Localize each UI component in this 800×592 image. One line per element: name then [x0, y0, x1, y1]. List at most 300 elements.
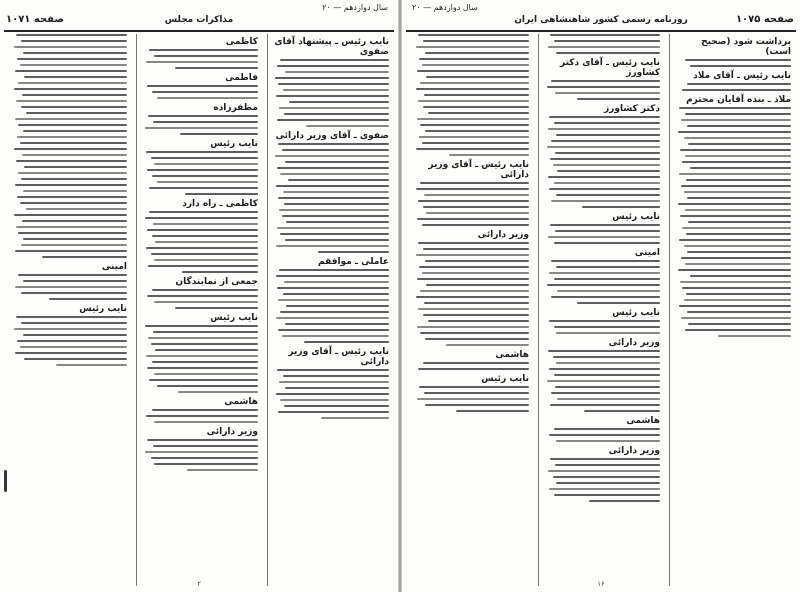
text-line	[148, 115, 258, 117]
text-line	[149, 211, 258, 213]
text-line	[282, 335, 389, 337]
text-line	[423, 206, 529, 208]
text-block	[673, 83, 791, 91]
text-line	[152, 361, 258, 363]
right-page-columns	[408, 34, 794, 586]
left-page-number: صفحه ۱۰۷۱	[6, 14, 65, 25]
text-line	[18, 124, 127, 126]
text-line	[554, 182, 660, 184]
text-line	[577, 98, 660, 100]
text-block	[411, 182, 529, 226]
text-line	[682, 89, 791, 91]
text-line	[151, 253, 258, 255]
text-block	[542, 428, 660, 442]
text-line	[682, 287, 791, 289]
text-line	[681, 317, 791, 319]
text-line	[276, 185, 389, 187]
text-line	[276, 245, 389, 247]
text-line	[424, 94, 529, 96]
speaker-heading: کاظمی ـ راه دارد	[182, 199, 258, 209]
text-line	[23, 130, 127, 132]
text-block	[411, 386, 529, 412]
scan-mark	[4, 470, 7, 492]
text-block	[140, 409, 258, 423]
text-line	[149, 49, 258, 51]
text-line	[557, 398, 660, 400]
text-line	[23, 52, 127, 54]
speaker-heading: نایب رئیس	[612, 212, 660, 222]
text-line	[551, 392, 660, 394]
speaker-heading: نایب رئیس ـ آقای وزیر دارائی	[288, 347, 389, 367]
text-line	[681, 257, 791, 259]
text-line	[551, 140, 660, 142]
speaker-heading: نایب رئیس	[210, 139, 258, 149]
text-line	[285, 71, 389, 73]
text-line	[556, 332, 660, 334]
text-line	[687, 197, 791, 199]
text-line	[688, 143, 791, 145]
text-line	[418, 242, 529, 244]
text-line	[23, 190, 127, 192]
text-line	[420, 332, 529, 334]
text-line	[548, 350, 660, 352]
text-line	[147, 169, 258, 171]
text-line	[321, 417, 389, 419]
text-line	[547, 86, 660, 88]
text-line	[153, 223, 258, 225]
text-line	[687, 125, 791, 127]
text-line	[187, 469, 258, 471]
text-line	[286, 305, 389, 307]
text-line	[682, 161, 791, 163]
text-line	[149, 187, 258, 189]
text-line	[685, 263, 791, 265]
text-line	[146, 355, 258, 357]
text-line	[289, 101, 389, 103]
text-line	[276, 317, 389, 319]
speaker-heading: برداشت شود (صحیح است)	[701, 37, 791, 57]
text-block	[140, 325, 258, 393]
text-line	[22, 154, 127, 156]
text-line	[157, 97, 258, 99]
text-line	[278, 83, 389, 85]
text-line	[22, 94, 127, 96]
text-line	[555, 92, 660, 94]
speaker-heading: جمعی از نمایندگان	[175, 277, 258, 287]
text-line	[15, 286, 127, 288]
text-line	[678, 269, 791, 271]
text-line	[16, 34, 127, 36]
text-line	[152, 91, 258, 93]
text-line	[151, 457, 258, 459]
text-line	[687, 311, 791, 313]
text-line	[283, 191, 389, 193]
text-line	[23, 280, 127, 282]
text-block	[411, 242, 529, 346]
text-line	[145, 325, 258, 327]
text-block	[542, 224, 660, 244]
text-line	[42, 256, 127, 258]
text-line	[284, 281, 389, 283]
text-line	[679, 239, 791, 241]
text-line	[21, 244, 127, 246]
text-line	[554, 374, 660, 376]
text-line	[18, 232, 127, 234]
text-line	[14, 328, 127, 330]
text-line	[152, 289, 258, 291]
text-line	[554, 122, 660, 124]
text-line	[549, 488, 660, 490]
text-line	[553, 476, 660, 478]
text-block	[411, 34, 529, 156]
text-block	[271, 143, 389, 253]
text-line	[154, 163, 258, 165]
text-line	[180, 133, 258, 135]
text-line	[148, 265, 258, 267]
text-line	[416, 296, 529, 298]
text-line	[422, 224, 529, 226]
text-line	[153, 121, 258, 123]
text-line	[26, 112, 127, 114]
text-line	[556, 362, 660, 364]
text-line	[147, 367, 258, 369]
text-line	[154, 421, 258, 423]
text-line	[282, 149, 389, 151]
text-line	[20, 346, 127, 348]
text-line	[145, 217, 258, 219]
text-line	[178, 391, 258, 393]
text-line	[423, 362, 529, 364]
speaker-heading: هاشمی	[224, 397, 258, 407]
text-line	[549, 368, 660, 370]
text-line	[418, 34, 529, 36]
text-line	[554, 326, 660, 328]
text-line	[690, 167, 791, 169]
text-line	[556, 194, 660, 196]
text-line	[425, 404, 529, 406]
text-line	[17, 136, 127, 138]
text-line	[24, 358, 127, 360]
text-line	[283, 293, 389, 295]
text-block	[542, 260, 660, 304]
text-line	[285, 323, 389, 325]
text-line	[304, 341, 389, 343]
text-line	[549, 188, 660, 190]
text-line	[555, 464, 660, 466]
text-line	[175, 67, 258, 69]
text-line	[279, 209, 389, 211]
text-line	[14, 214, 127, 216]
text-line	[419, 386, 529, 388]
text-line	[284, 405, 389, 407]
text-line	[14, 148, 127, 150]
text-line	[582, 206, 660, 208]
text-line	[549, 272, 660, 274]
speaker-heading: هاشمی	[626, 416, 660, 426]
text-line	[551, 80, 660, 82]
text-line	[550, 34, 660, 36]
text-line	[15, 70, 127, 72]
text-line	[20, 64, 127, 66]
text-line	[152, 235, 258, 237]
text-line	[547, 380, 660, 382]
text-line	[20, 142, 127, 144]
text-line	[553, 164, 660, 166]
left-page	[0, 0, 398, 592]
text-line	[417, 326, 529, 328]
text-block	[411, 362, 529, 370]
speaker-heading: وزیر دارائی	[477, 230, 529, 240]
right-page-number: صفحه ۱۰۷۵	[735, 14, 794, 25]
speaker-heading: وزیر دارائی	[608, 446, 660, 456]
text-line	[21, 106, 127, 108]
text-line	[419, 266, 529, 268]
text-line	[423, 314, 529, 316]
text-line	[15, 352, 127, 354]
text-line	[422, 64, 529, 66]
text-line	[548, 470, 660, 472]
text-line	[155, 241, 258, 243]
speaker-heading: صفوی ـ آقای وزیر دارائی	[275, 131, 389, 141]
text-block	[140, 85, 258, 99]
text-line	[21, 40, 127, 42]
text-line	[283, 375, 389, 377]
text-line	[16, 226, 127, 228]
text-line	[279, 269, 389, 271]
text-line	[175, 307, 258, 309]
text-line	[424, 194, 529, 196]
text-line	[426, 284, 529, 286]
text-line	[147, 85, 258, 87]
text-line	[428, 320, 529, 322]
text-line	[416, 148, 529, 150]
text-line	[554, 278, 660, 280]
text-line	[419, 58, 529, 60]
text-line	[21, 292, 127, 294]
text-line	[147, 439, 258, 441]
text-line	[423, 106, 529, 108]
text-line	[285, 387, 389, 389]
text-line	[49, 298, 127, 300]
left-page-issue-note: سال دوازدهم — ۲۰	[322, 3, 388, 12]
text-line	[275, 77, 389, 79]
text-line	[680, 149, 791, 151]
text-block	[140, 151, 258, 195]
text-block	[140, 439, 258, 471]
text-line	[285, 239, 389, 241]
text-line	[420, 82, 529, 84]
speaker-heading: دکتر کشاورز	[604, 104, 660, 114]
text-block	[271, 369, 389, 419]
text-line	[688, 323, 791, 325]
text-line	[284, 113, 389, 115]
text-line	[549, 320, 660, 322]
text-line	[556, 482, 660, 484]
speaker-heading: نایب رئیس ـ آقای دکتر کشاورز	[560, 58, 660, 78]
text-line	[20, 202, 127, 204]
text-line	[428, 112, 529, 114]
text-block	[673, 107, 791, 337]
text-line	[547, 284, 660, 286]
text-line	[687, 251, 791, 253]
text-line	[420, 290, 529, 292]
text-line	[22, 220, 127, 222]
text-line	[418, 368, 529, 370]
text-line	[279, 381, 389, 383]
text-line	[286, 221, 389, 223]
speaker-heading: نایب رئیس ـ پیشنهاد آقای صفوی	[274, 37, 389, 57]
left-page-column-3	[6, 34, 130, 586]
text-line	[306, 125, 389, 127]
text-block	[140, 115, 258, 135]
text-line	[423, 40, 529, 42]
speaker-heading: وزیر دارائی	[206, 427, 258, 437]
text-line	[682, 227, 791, 229]
speaker-heading: نایب رئیس ـ آقای وزیر دارائی	[428, 160, 529, 180]
text-block	[271, 269, 389, 343]
text-line	[557, 170, 660, 172]
text-line	[146, 151, 258, 153]
text-block	[542, 320, 660, 334]
left-page-column-2	[136, 34, 261, 586]
speaker-heading: مظفرزاده	[213, 103, 258, 113]
left-page-column-1	[267, 34, 392, 586]
text-line	[681, 119, 791, 121]
text-line	[277, 227, 389, 229]
text-line	[550, 458, 660, 460]
text-line	[554, 428, 660, 430]
text-line	[154, 373, 258, 375]
text-line	[149, 379, 258, 381]
text-block	[542, 350, 660, 412]
text-line	[718, 335, 791, 337]
text-line	[277, 167, 389, 169]
text-block	[271, 59, 389, 127]
text-line	[277, 65, 389, 67]
text-line	[417, 278, 529, 280]
text-block	[9, 274, 127, 300]
text-line	[275, 155, 389, 157]
text-line	[425, 52, 529, 54]
text-line	[417, 398, 529, 400]
text-block	[542, 80, 660, 100]
text-line	[282, 215, 389, 217]
text-line	[419, 136, 529, 138]
text-line	[420, 124, 529, 126]
text-line	[318, 251, 389, 253]
text-line	[589, 500, 660, 502]
text-line	[554, 494, 660, 496]
text-line	[688, 221, 791, 223]
speaker-heading: فاطمی	[225, 73, 258, 83]
text-block	[542, 116, 660, 208]
text-block	[140, 289, 258, 309]
text-line	[276, 393, 389, 395]
right-page-column-2	[538, 34, 663, 586]
speaker-heading: وزیر دارائی	[608, 338, 660, 348]
text-line	[686, 233, 791, 235]
text-line	[148, 337, 258, 339]
speaker-heading: نایب رئیس	[210, 313, 258, 323]
text-block	[9, 34, 127, 258]
text-line	[679, 173, 791, 175]
text-block	[542, 458, 660, 502]
text-line	[417, 70, 529, 72]
text-line	[21, 178, 127, 180]
text-line	[147, 229, 258, 231]
text-line	[548, 128, 660, 130]
speaker-heading: ملاد ـ بنده آقایان محترم	[686, 95, 791, 105]
text-line	[145, 127, 258, 129]
text-line	[425, 338, 529, 340]
text-line	[154, 301, 258, 303]
right-page-column-1	[669, 34, 794, 586]
text-line	[17, 58, 127, 60]
text-line	[555, 386, 660, 388]
text-line	[278, 329, 389, 331]
text-line	[418, 308, 529, 310]
text-line	[685, 155, 791, 157]
text-line	[680, 215, 791, 217]
text-line	[154, 55, 258, 57]
text-line	[280, 311, 389, 313]
text-line	[678, 203, 791, 205]
left-page-columns	[6, 34, 392, 586]
text-line	[685, 329, 791, 331]
text-line	[15, 184, 127, 186]
text-line	[549, 116, 660, 118]
text-line	[23, 334, 127, 336]
text-line	[14, 46, 127, 48]
text-line	[687, 83, 791, 85]
text-line	[155, 349, 258, 351]
text-line	[417, 218, 529, 220]
text-block	[9, 316, 127, 366]
text-line	[556, 134, 660, 136]
text-line	[277, 287, 389, 289]
text-block	[673, 59, 791, 67]
text-line	[551, 200, 660, 202]
text-line	[278, 143, 389, 145]
text-line	[17, 340, 127, 342]
text-line	[424, 392, 529, 394]
text-line	[550, 404, 660, 406]
text-line	[278, 299, 389, 301]
text-line	[449, 154, 529, 156]
text-line	[424, 302, 529, 304]
text-line	[21, 322, 127, 324]
text-line	[416, 88, 529, 90]
text-line	[185, 193, 258, 195]
text-line	[556, 440, 660, 442]
text-line	[418, 100, 529, 102]
text-line	[157, 385, 258, 387]
text-line	[147, 295, 258, 297]
text-line	[285, 161, 389, 163]
text-line	[280, 399, 389, 401]
text-line	[554, 242, 660, 244]
text-line	[551, 296, 660, 298]
text-line	[425, 260, 529, 262]
text-line	[685, 113, 791, 115]
text-line	[288, 179, 389, 181]
text-line	[684, 191, 791, 193]
right-page-column-3	[408, 34, 532, 586]
text-line	[416, 46, 529, 48]
speaker-heading: کاظمی	[225, 37, 258, 47]
text-line	[420, 182, 529, 184]
text-line	[556, 52, 660, 54]
